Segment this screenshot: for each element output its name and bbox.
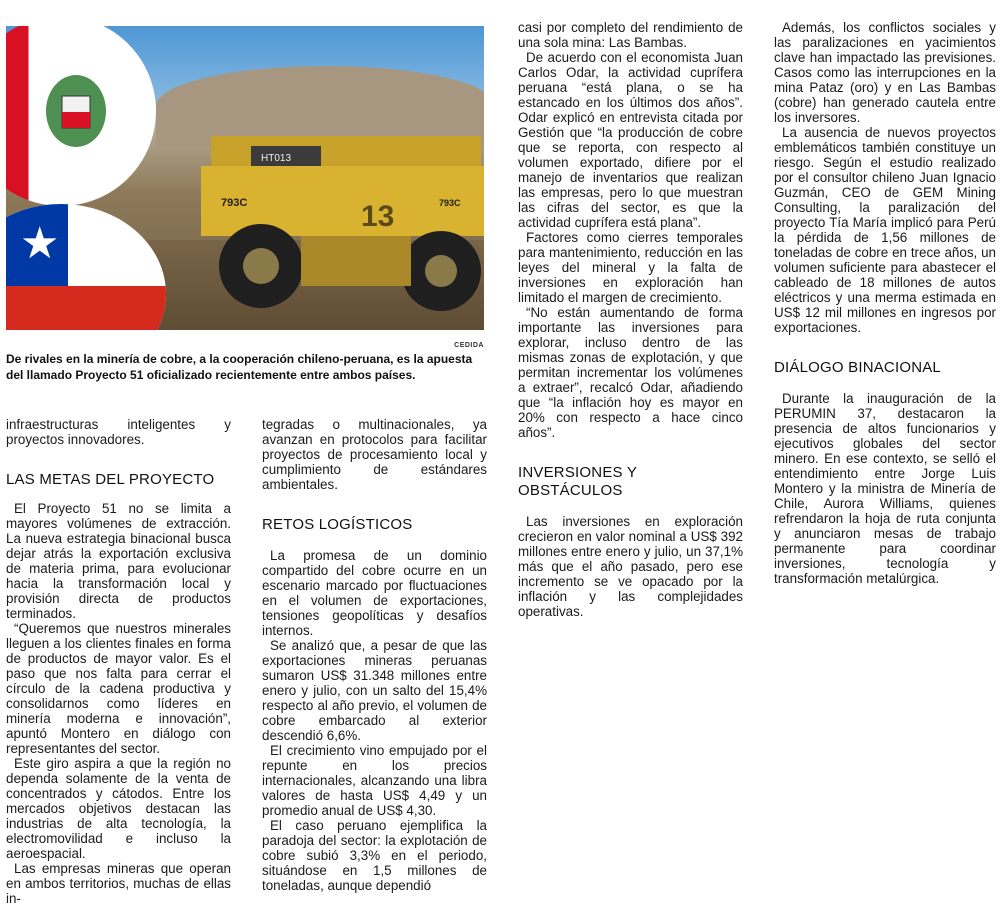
paragraph: De acuerdo con el economista Juan Carlos Odar, la actividad cuprífera peruana “está plana, o se ha estancado en los últimos dos años”. Odar explicó en entrevista citada por Gestión que “la producción de cobre que se reporta, con respecto al volumen exportado, difiere por el manejo de inventarios que realizan las empresas, pero lo que muestran las cifras del sector, es que la actividad cuprífera está plana”. [518,50,743,230]
peru-flag-circle [6,26,156,206]
photo-credit: CEDIDA [454,342,484,349]
article-column-1 [6,417,231,906]
star-icon: ★ [20,219,60,268]
truck-number: 13 [361,200,395,233]
article-column-3 [518,20,743,619]
peru-coat-of-arms-icon [6,26,156,206]
paragraph: La ausencia de nuevos proyectos emblemáticos también constituye un riesgo. Según el estudio realizado por el consultor chileno Juan Ignacio Guzmán, CEO de GEM Mining Consulting, la paralización del proyecto Tía María implicó para Perú la pérdida de 1,56 millones de toneladas de cobre en trece años, un volumen suficiente para abastecer el cableado de 18 millones de autos eléctricos y una merma estimada en US$ 12 mil millones en ingresos por exportaciones. [774,125,996,335]
paragraph: casi por completo del rendimiento de una sola mina: Las Bambas. [518,20,743,50]
article-photo [6,26,484,330]
paragraph: infraestructuras inteligentes y proyectos innovadores. [6,417,231,447]
paragraph: Se analizó que, a pesar de que las exportaciones mineras peruanas sumaron US$ 31.348 millones entre enero y julio, con un salto del 15,4% respecto al año previo, el volumen de cobre embarcado al exterior descendió 6,6%. [262,638,487,743]
paragraph: La promesa de un dominio compartido del cobre ocurre en un escenario marcado por fluctuaciones en el volumen de exportaciones, tensiones geopolíticas y desafíos internos. [262,548,487,638]
paragraph: El caso peruano ejemplifica la paradoja del sector: la explotación de cobre subió 3,3% en el periodo, situándose en 1,5 millones de toneladas, aunque dependió [262,818,487,893]
mining-truck-illustration [191,126,484,316]
truck-model-right: 793C [439,198,461,208]
paragraph: “No están aumentando de forma importante las inversiones para explorar, incluso dentro de las mismas zonas de explotación, y que permitan incrementar los volúmenes a extraer”, recalcó Odar, añadiendo que “la inflación hoy es mayor en 20% con respecto a hace cinco años”. [518,305,743,440]
paragraph: Las inversiones en exploración crecieron en valor nominal a US$ 392 millones entre enero y julio, un 37,1% más que el año pasado, pero ese incremento se ve opacado por la inflación y las complejidades operativas. [518,514,743,619]
paragraph: El crecimiento vino empujado por el repunte en los precios internacionales, alcanzando una libra valores de hasta US$ 4,49 y un promedio anual de US$ 4,30. [262,743,487,818]
section-heading-dialogo: DIÁLOGO BINACIONAL [774,359,941,376]
paragraph: Factores como cierres temporales para mantenimiento, reducción en las leyes del mineral y la falta de inversiones en exploración han limitado el margen de crecimiento. [518,230,743,305]
paragraph: Este giro aspira a que la región no dependa solamente de la venta de concentrados y cátodos. Entre los mercados objetivos destacan las industrias de alta tecnología, la electromovilidad e incluso la aeroespacial. [6,756,231,861]
paragraph: Además, los conflictos sociales y las paralizaciones en yacimientos clave han impactado las previsiones. Casos como las interrupciones en la mina Pataz (oro) y en Las Bambas (cobre) han generado cautela entre los inversores. [774,20,996,125]
article-column-2 [262,417,487,893]
section-heading-inversiones: INVERSIONES Y OBSTÁCULOS [518,464,637,499]
paragraph: Las empresas mineras que operan en ambos territorios, muchas de ellas in- [6,861,231,906]
photo-caption: De rivales en la minería de cobre, a la cooperación chileno-peruana, es la apuesta del llamado Proyecto 51 oficializado recientemente entre ambos países. [6,352,473,382]
truck-model-left: 793C [221,197,248,209]
chile-flag-circle [6,204,166,330]
paragraph: “Queremos que nuestros minerales lleguen a los clientes finales en forma de productos de mayor valor. Es el paso que nos falta para cerrar el círculo de la cadena productiva y consolidarnos como líderes en minería moderna e innovación”, apuntó Montero en diálogo con representantes del sector. [6,621,231,756]
truck-id-label: HT013 [261,153,292,164]
paragraph: Durante la inauguración de la PERUMIN 37, destacaron la presencia de altos funcionarios y ejecutivos globales del sector minero. En ese contexto, se selló el entendimiento entre Jorge Luis Montero y la ministra de Minería de Chile, Aurora Williams, quienes refrendaron la hoja de ruta conjunta y anunciaron mesas de trabajo permanente para coordinar inversiones, tecnología y transformación metalúrgica. [774,391,996,586]
section-heading-retos: RETOS LOGÍSTICOS [262,516,413,533]
paragraph: El Proyecto 51 no se limita a mayores volúmenes de extracción. La nueva estrategia binacional busca dejar atrás la exportación exclusiva de materia prima, para evolucionar hacia la transformación local y provisión directa de productos terminados. [6,501,231,621]
paragraph: tegradas o multinacionales, ya avanzan en protocolos para facilitar proyectos de procesamiento local y cumplimiento de estándares ambientales. [262,417,487,492]
section-heading-metas: LAS METAS DEL PROYECTO [6,471,215,488]
article-column-4 [774,20,996,586]
